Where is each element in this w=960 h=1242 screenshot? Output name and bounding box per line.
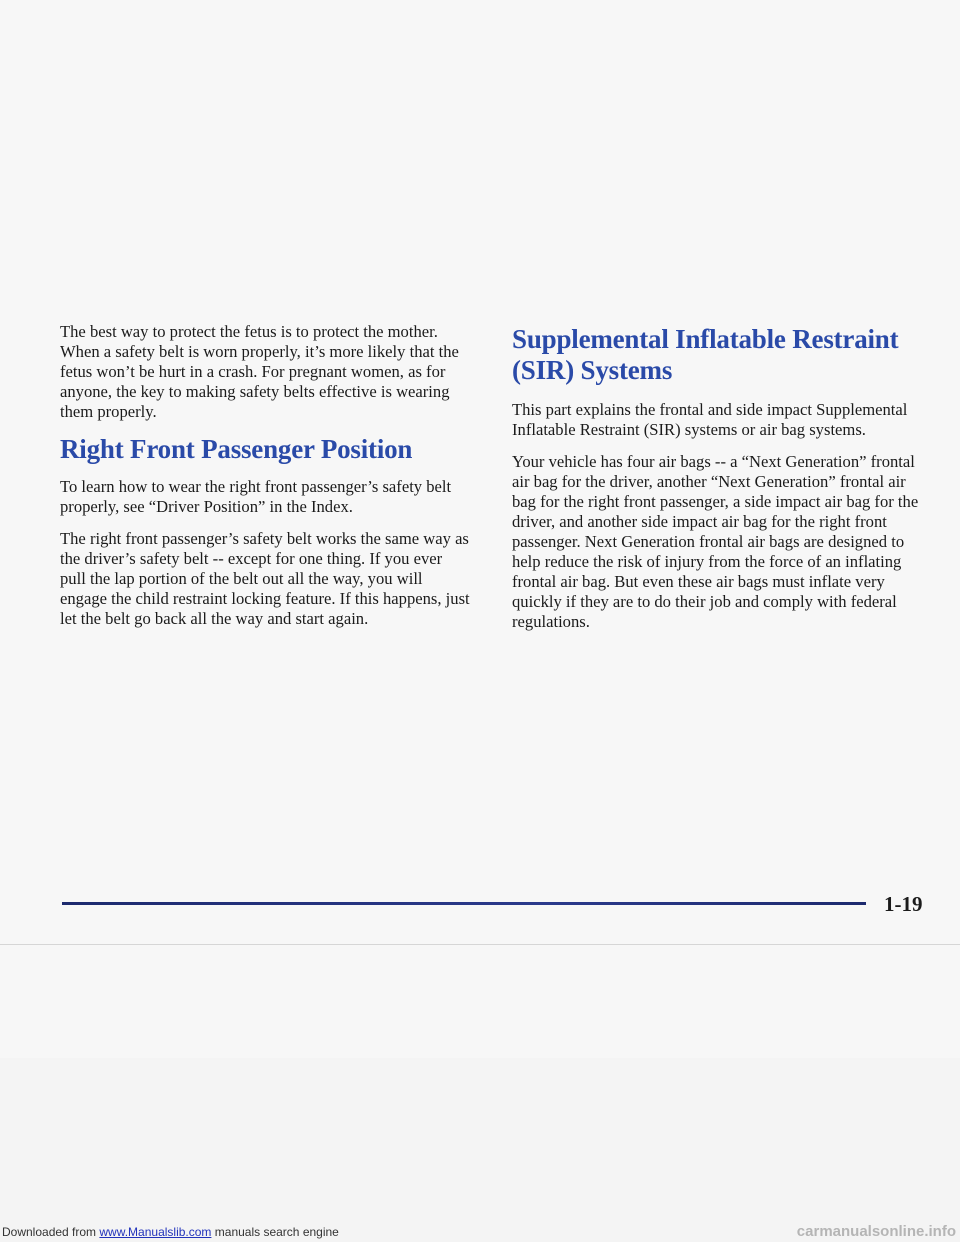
paragraph: The right front passenger’s safety belt works the same way as the driver’s safety belt -- except for one thing. If you ever pull the lap portion of the belt out all the way, you will engage the child restraint locking feature. If this happens, just let the belt go back all the way and start again.	[60, 529, 470, 628]
footer-source	[2, 1222, 339, 1242]
footer-prefix: Downloaded from	[2, 1225, 100, 1239]
paragraph: To learn how to wear the right front passenger’s safety belt properly, see “Driver Position” in the Index.	[60, 477, 452, 516]
left-column	[60, 322, 470, 641]
manualslib-link[interactable]: www.Manualslib.com	[99, 1225, 212, 1239]
watermark: carmanualsonline.info	[796, 1223, 956, 1240]
intro-paragraph: The best way to protect the fetus is to protect the mother. When a safety belt is worn properly, it’s more likely that the fetus won’t be hurt in a crash. For pregnant women, as for anyone, the key to making safety belts effective is wearing them properly.	[60, 322, 459, 421]
page-number: 1-19	[884, 892, 923, 916]
footer-rule	[62, 902, 866, 905]
paragraph: This part explains the frontal and side impact Supplemental Inflatable Restraint (SIR) systems or air bag systems.	[512, 400, 908, 439]
scan-divider	[0, 944, 960, 945]
footer-suffix: manuals search engine	[211, 1225, 339, 1239]
download-footer	[0, 1222, 960, 1242]
right-column	[512, 324, 932, 644]
paragraph: Your vehicle has four air bags -- a “Next Generation” frontal air bag for the driver, another “Next Generation” frontal air bag for the right front passenger, a side impact air bag for the driver, and another side impact air bag for the right front passenger. Next Generation frontal air bags are designed to help reduce the risk of injury from the force of an inflating frontal air bag. But even these air bags must inflate very quickly if they are to do their job and comply with federal regulations.	[512, 452, 919, 631]
section-heading-sir-systems: Supplemental Inflatable Restraint (SIR) Systems	[512, 324, 899, 385]
section-heading-right-front-passenger: Right Front Passenger Position	[60, 434, 413, 464]
